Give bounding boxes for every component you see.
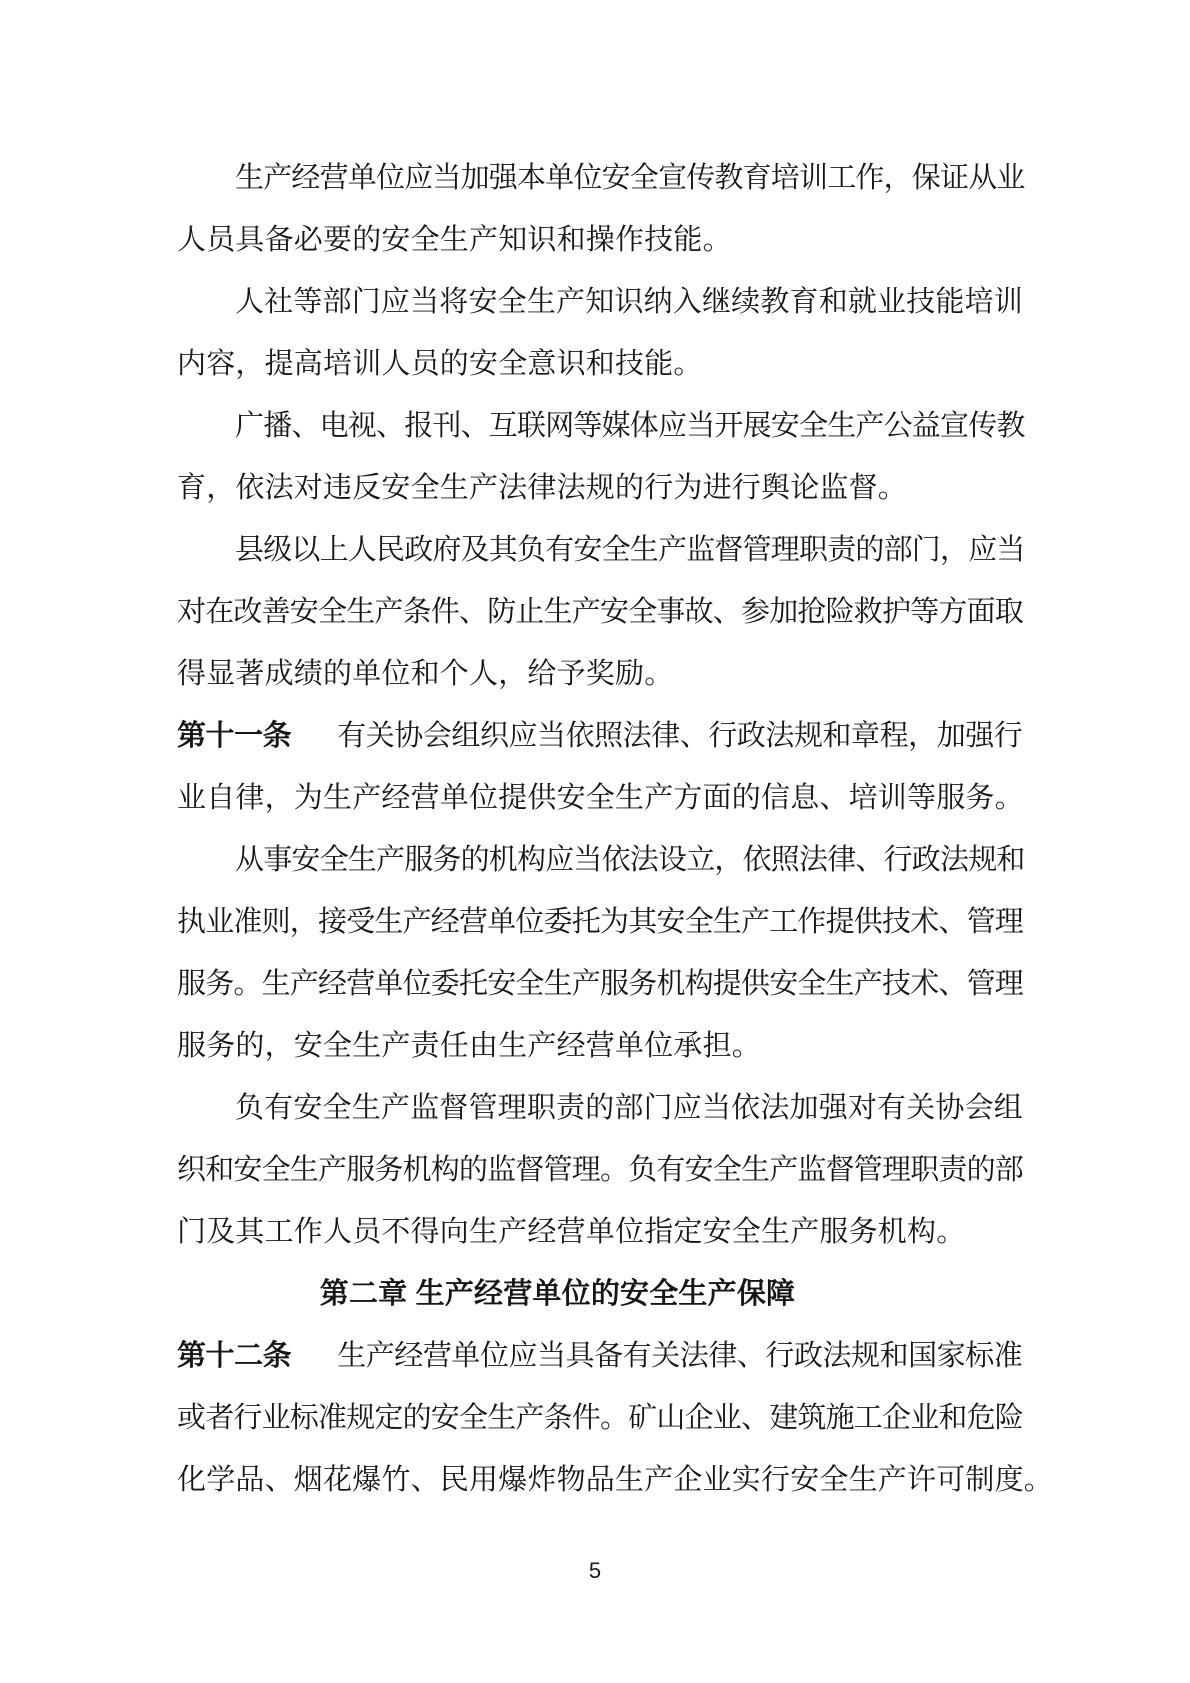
document-line bbox=[177, 953, 1022, 1015]
document-content bbox=[177, 147, 1054, 1511]
document-line bbox=[177, 395, 1025, 457]
document-line bbox=[177, 1325, 1022, 1387]
line-text: 织和安全生产服务机构的监督管理。负有安全生产监督管理职责的部 bbox=[177, 1154, 1024, 1186]
document-line bbox=[177, 891, 1022, 953]
line-text: 内容，提高培训人员的安全意识和技能。 bbox=[177, 348, 703, 380]
document-line bbox=[177, 1201, 1022, 1263]
line-text: 广播、电视、报刊、互联网等媒体应当开展安全生产公益宣传教 bbox=[235, 410, 1025, 442]
line-text: 或者行业标准规定的安全生产条件。矿山企业、建筑施工企业和危险 bbox=[177, 1402, 1024, 1434]
chapter-heading bbox=[177, 1263, 1022, 1325]
article-number: 第十一条 bbox=[177, 720, 292, 752]
document-line bbox=[177, 457, 1022, 519]
line-text: 人社等部门应当将安全生产知识纳入继续教育和就业技能培训 bbox=[235, 286, 1022, 318]
document-line bbox=[177, 1015, 1022, 1077]
document-line bbox=[177, 333, 1022, 395]
line-text: 服务的，安全生产责任由生产经营单位承担。 bbox=[177, 1030, 762, 1062]
line-text: 门及其工作人员不得向生产经营单位指定安全生产服务机构。 bbox=[177, 1216, 966, 1248]
document-line bbox=[177, 1387, 1022, 1449]
document-line bbox=[177, 1077, 1022, 1139]
line-text: 业自律，为生产经营单位提供安全生产方面的信息、培训等服务。 bbox=[177, 782, 1024, 814]
line-text: 化学品、烟花爆竹、民用爆炸物品生产企业实行安全生产许可制度。 bbox=[177, 1464, 1054, 1496]
document-line bbox=[177, 1139, 1022, 1201]
document-line bbox=[177, 767, 1022, 829]
line-text: 对在改善安全生产条件、防止生产安全事故、参加抢险救护等方面取 bbox=[177, 596, 1024, 628]
line-text: 生产经营单位应当具备有关法律、行政法规和国家标准 bbox=[337, 1340, 1022, 1372]
line-text: 执业准则，接受生产经营单位委托为其安全生产工作提供技术、管理 bbox=[177, 906, 1024, 938]
line-text: 得显著成绩的单位和个人，给予奖励。 bbox=[177, 658, 674, 690]
line-text: 育，依法对违反安全生产法律法规的行为进行舆论监督。 bbox=[177, 472, 908, 504]
document-line bbox=[177, 209, 1022, 271]
line-text: 负有安全生产监督管理职责的部门应当依法加强对有关协会组 bbox=[235, 1092, 1022, 1124]
line-text: 县级以上人民政府及其负有安全生产监督管理职责的部门，应当 bbox=[235, 534, 1025, 566]
document-line bbox=[177, 581, 1022, 643]
line-text: 从事安全生产服务的机构应当依法设立，依照法律、行政法规和 bbox=[235, 844, 1025, 876]
document-line bbox=[177, 271, 1022, 333]
document-line bbox=[177, 643, 1022, 705]
line-text: 服务。生产经营单位委托安全生产服务机构提供安全生产技术、管理 bbox=[177, 968, 1024, 1000]
document-line bbox=[177, 519, 1025, 581]
document-line bbox=[177, 705, 1022, 767]
line-text: 第二章 生产经营单位的安全生产保障 bbox=[319, 1278, 796, 1310]
document-line bbox=[177, 829, 1025, 891]
document-line bbox=[177, 1449, 1054, 1511]
line-text: 人员具备必要的安全生产知识和操作技能。 bbox=[177, 224, 732, 256]
line-text: 生产经营单位应当加强本单位安全宣传教育培训工作，保证从业 bbox=[235, 162, 1025, 194]
document-line bbox=[177, 147, 1025, 209]
article-number: 第十二条 bbox=[177, 1340, 292, 1372]
line-text: 有关协会组织应当依照法律、行政法规和章程，加强行 bbox=[337, 720, 1022, 752]
page-number: 5 bbox=[588, 1558, 602, 1583]
